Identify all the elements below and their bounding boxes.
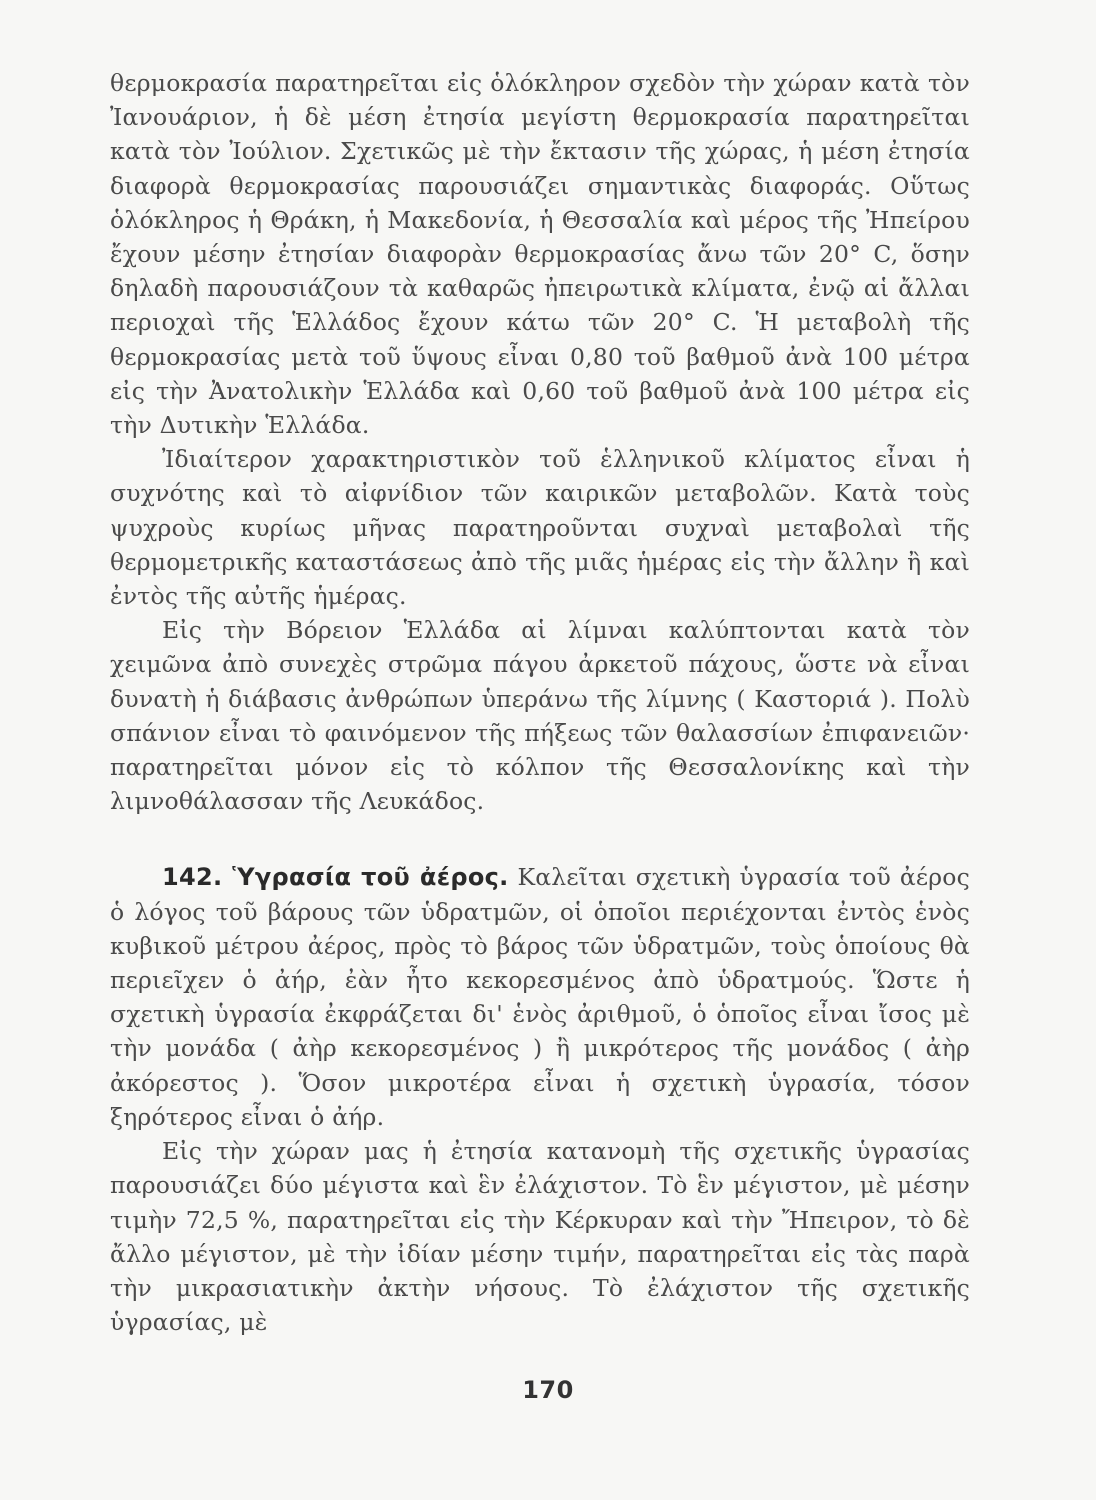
paragraph-humidity-definition [110,860,970,1134]
page-body-text [110,66,970,1339]
page-number: 170 [522,1376,574,1404]
paragraph-humidity-distribution: Εἰς τὴν χώραν μας ἡ ἐτησία κατανομὴ τῆς σχετικῆς ὑγρασίας παρουσιάζει δύο μέγιστα καὶ ἓν ἐλάχιστον. Τὸ ἓν μέγιστον, μὲ μέσην τιμὴν 72,5 %, παρατηρεῖται εἰς τὴν Κέρκυραν καὶ τὴν Ἤπειρον, τὸ δὲ ἄλλο μέγιστον, μὲ τὴν ἰδίαν μέσην τιμήν, παρατηρεῖται εἰς τὰς παρὰ τὴν μικρασιατικὴν ἀκτὴν νήσους. Τὸ ἐλάχιστον τῆς σχετικῆς ὑγρασίας, μὲ [110,1137,970,1337]
paragraph-humidity-text: Καλεῖται σχετικὴ ὑγρασία τοῦ ἀέρος ὁ λόγος τοῦ βάρους τῶν ὑδρατμῶν, οἱ ὁποῖοι περιέχονται ἐντὸς ἑνὸς κυβικοῦ μέτρου ἀέρος, πρὸς τὸ βάρος τῶν ὑδρατμῶν, τοὺς ὁποίους θὰ περιεῖχεν ὁ ἀήρ, ἐὰν ἦτο κεκορεσμένος ἀπὸ ὑδρατμούς. Ὥστε ἡ σχετικὴ ὑγρασία ἐκφράζεται δι' ἑνὸς ἀριθμοῦ, ὁ ὁποῖος εἶναι ἴσος μὲ τὴν μονάδα ( ἀὴρ κεκορεσμένος ) ἢ μικρότερος τῆς μονάδος ( ἀὴρ ἀκόρεστος ). Ὅσον μικροτέρα εἶναι ἡ σχετικὴ ὑγρασία, τόσον ξηρότερος εἶναι ὁ ἀήρ. [110,863,970,1131]
paragraph-weather-changes: Ἰδιαίτερον χαρακτηριστικὸν τοῦ ἑλληνικοῦ κλίματος εἶναι ἡ συχνότης καὶ τὸ αἰφνίδιον τῶν καιρικῶν μεταβολῶν. Κατὰ τοὺς ψυχροὺς κυρίως μῆνας παρατηροῦνται συχναὶ μεταβολαὶ τῆς θερμομετρικῆς καταστάσεως ἀπὸ τῆς μιᾶς ἡμέρας εἰς τὴν ἄλλην ἢ καὶ ἐντὸς τῆς αὐτῆς ἡμέρας. [110,445,970,611]
section-heading: 142. Ὑγρασία τοῦ ἀέρος. [162,863,509,892]
paragraph-temperature: θερμοκρασία παρατηρεῖται εἰς ὁλόκληρον σχεδὸν τὴν χώραν κατὰ τὸν Ἰανουάριον, ἡ δὲ μέση ἐτησία μεγίστη θερμοκρασία παρατηρεῖται κατὰ τὸν Ἰούλιον. Σχετικῶς μὲ τὴν ἔκτασιν τῆς χώρας, ἡ μέση ἐτησία διαφορὰ θερμοκρασίας παρουσιάζει σημαντικὰς διαφοράς. Οὕτως ὁλόκληρος ἡ Θράκη, ἡ Μακεδονία, ἡ Θεσσαλία καὶ μέρος τῆς Ἠπείρου ἔχουν μέσην ἐτησίαν διαφορὰν θερμοκρασίας ἄνω τῶν 20° C, ὅσην δηλαδὴ παρουσιάζουν τὰ καθαρῶς ἠπειρωτικὰ κλίματα, ἐνῷ αἱ ἄλλαι περιοχαὶ τῆς Ἑλλάδος ἔχουν κάτω τῶν 20° C. Ἡ μεταβολὴ τῆς θερμοκρασίας μετὰ τοῦ ὕψους εἶναι 0,80 τοῦ βαθμοῦ ἀνὰ 100 μέτρα εἰς τὴν Ἀνατολικὴν Ἑλλάδα καὶ 0,60 τοῦ βαθμοῦ ἀνὰ 100 μέτρα εἰς τὴν Δυτικὴν Ἑλλάδα. [110,69,970,440]
paragraph-frozen-lakes: Εἰς τὴν Βόρειον Ἑλλάδα αἱ λίμναι καλύπτονται κατὰ τὸν χειμῶνα ἀπὸ συνεχὲς στρῶμα πάγου ἀρκετοῦ πάχους, ὥστε νὰ εἶναι δυνατὴ ἡ διάβασις ἀνθρώπων ὑπεράνω τῆς λίμνης ( Καστοριά ). Πολὺ σπάνιον εἶναι τὸ φαινόμενον τῆς πήξεως τῶν θαλασσίων ἐπιφανειῶν· παρατηρεῖται μόνον εἰς τὸ κόλπον τῆς Θεσσαλονίκης καὶ τὴν λιμνοθάλασσαν τῆς Λευκάδος. [110,616,970,816]
